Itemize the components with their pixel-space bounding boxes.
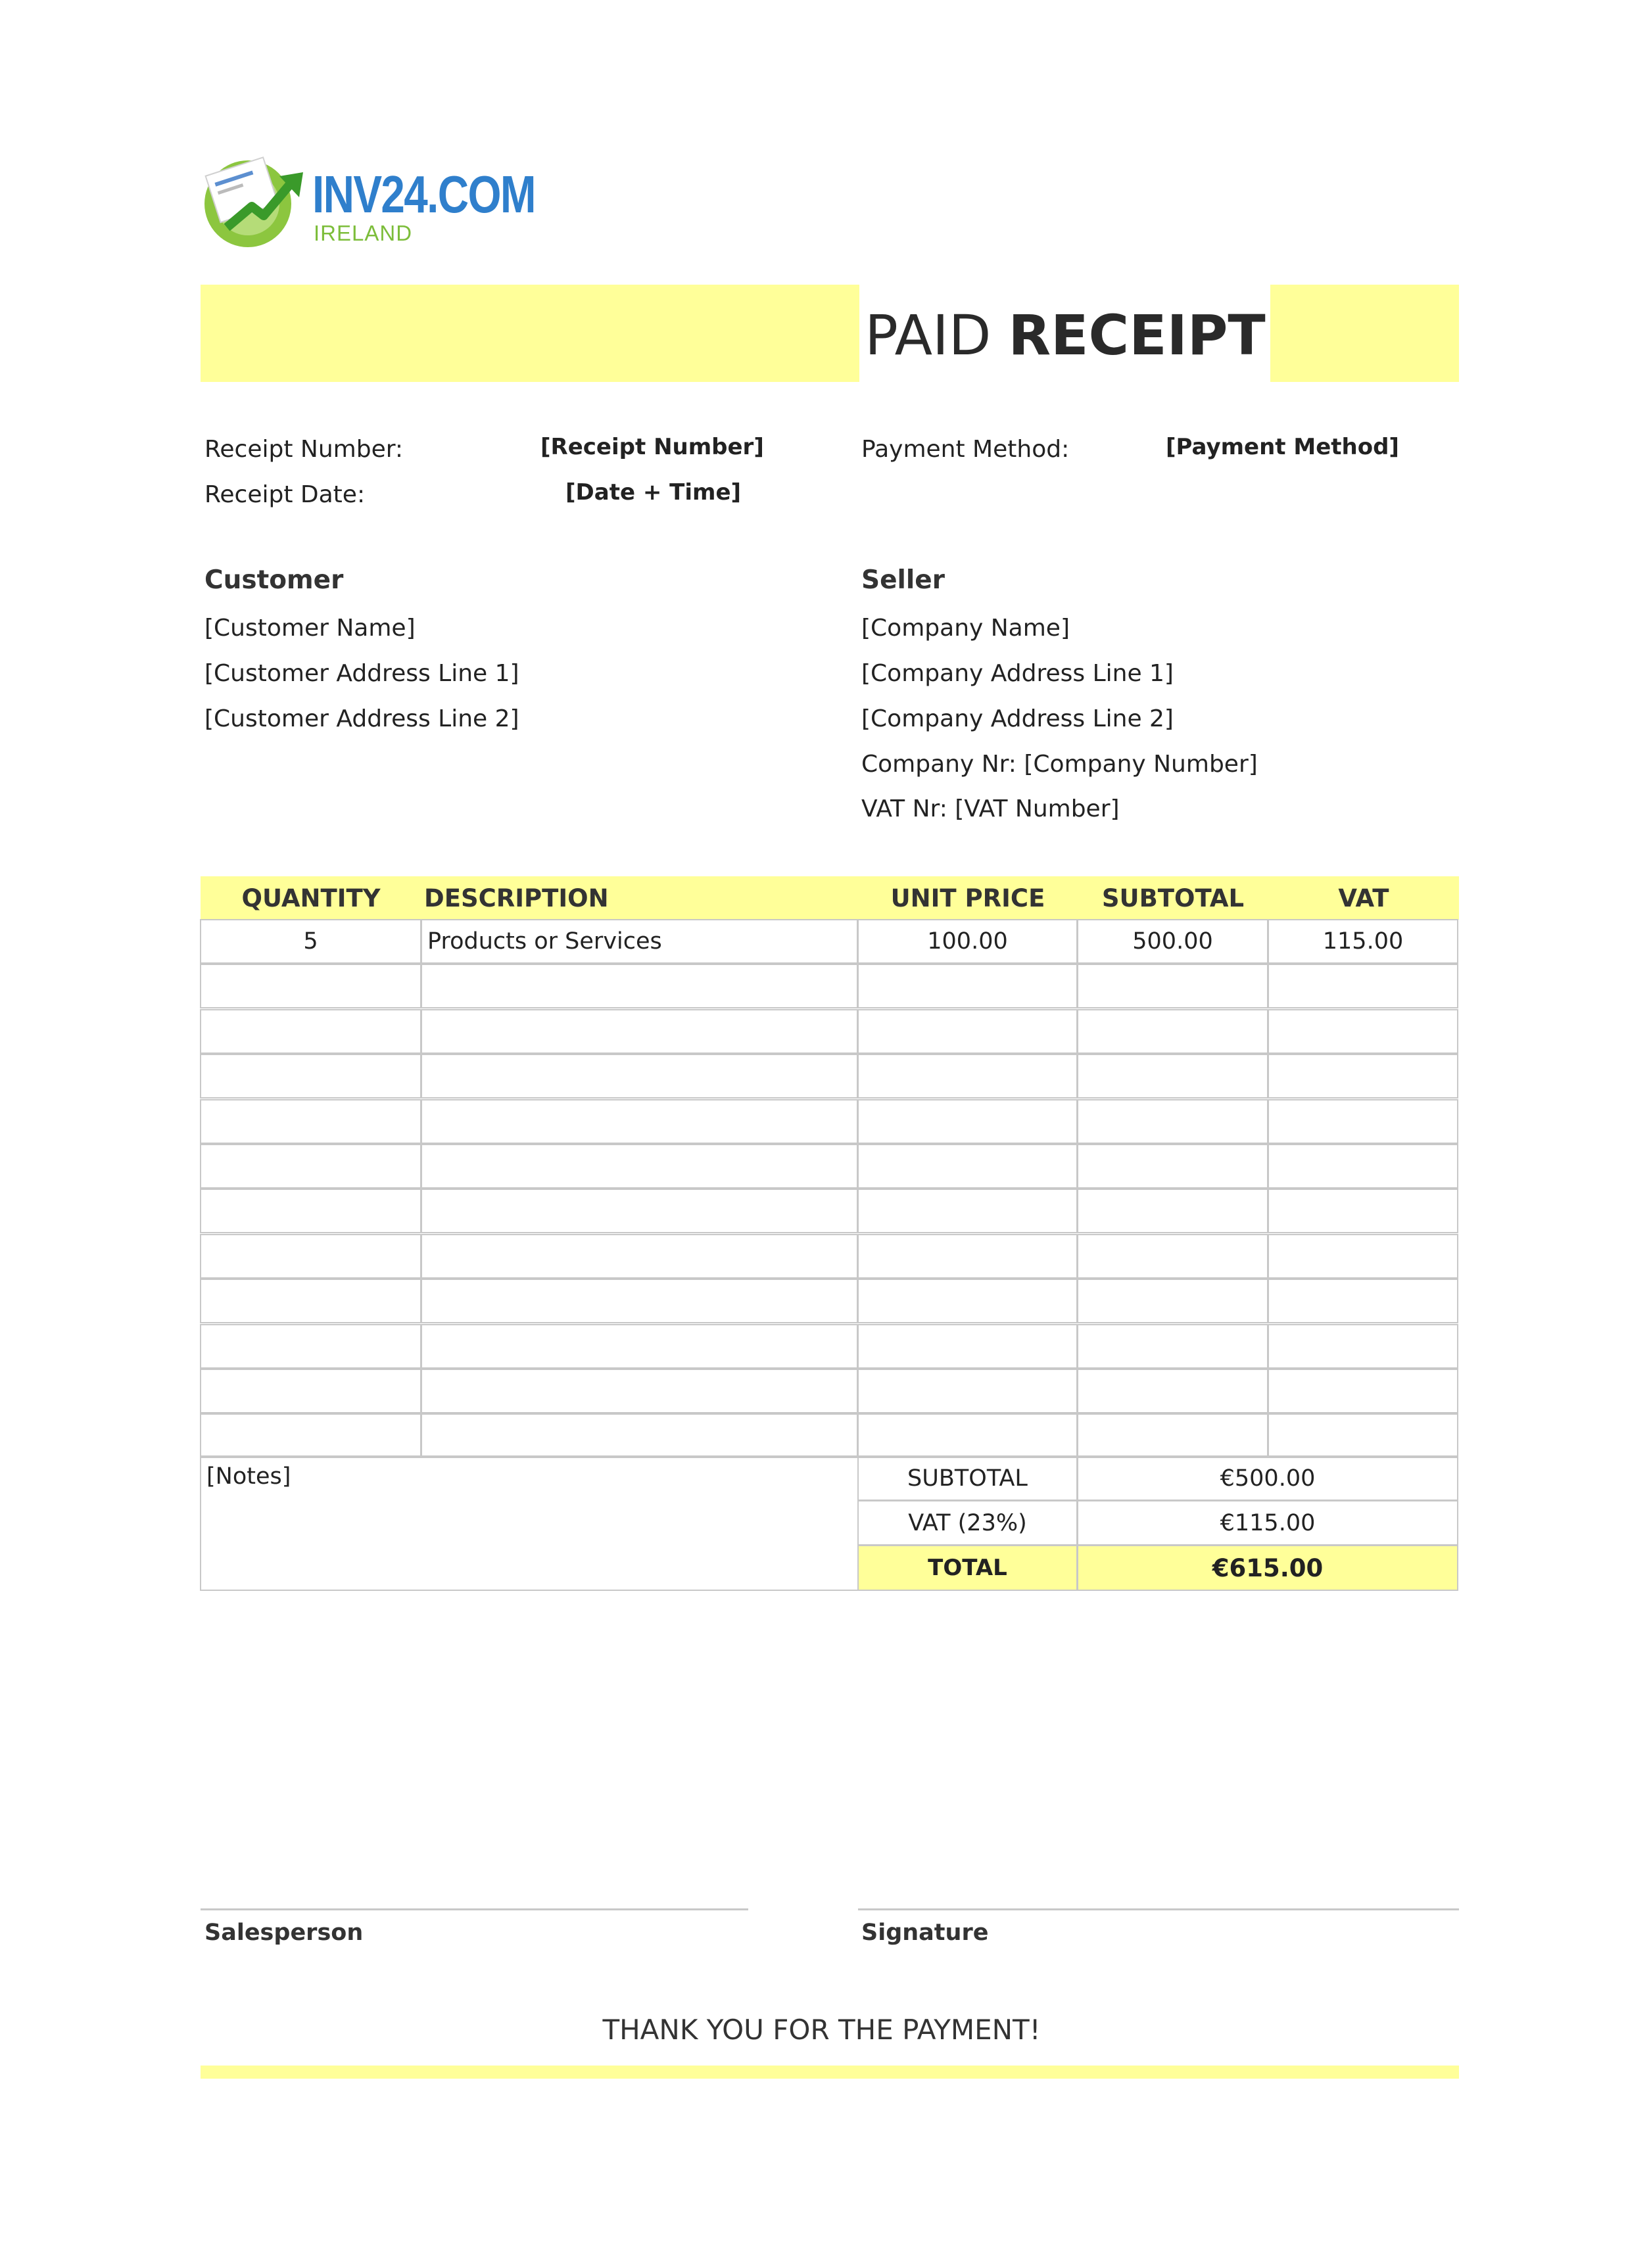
cell-unit-price	[857, 1189, 1078, 1233]
header-subtotal: SUBTOTAL	[1101, 884, 1245, 912]
thank-you-message: THANK YOU FOR THE PAYMENT!	[602, 2014, 1041, 2046]
totals-total-label: TOTAL	[857, 1545, 1078, 1591]
cell-quantity: 5	[200, 919, 421, 964]
cell-quantity	[200, 1279, 421, 1323]
salesperson-label: Salesperson	[204, 1920, 364, 1946]
table-row	[201, 1325, 1459, 1369]
cell-description: Products or Services	[421, 919, 858, 964]
totals-subtotal-label: SUBTOTAL	[857, 1455, 1078, 1501]
cell-subtotal	[1077, 1099, 1268, 1144]
cell-subtotal	[1077, 1369, 1268, 1413]
table-row	[201, 920, 1459, 964]
header-quantity: QUANTITY	[241, 884, 381, 912]
cell-quantity	[200, 1413, 421, 1458]
cell-description	[421, 1369, 858, 1413]
brand-name: INV24.COM	[312, 165, 535, 224]
cell-quantity	[200, 1054, 421, 1099]
cell-description	[421, 1054, 858, 1099]
cell-vat	[1268, 1189, 1458, 1233]
cell-vat	[1268, 1144, 1458, 1189]
cell-unit-price	[857, 964, 1078, 1008]
cell-description	[421, 964, 858, 1008]
receipt-number-label: Receipt Number:	[204, 436, 404, 463]
table-row	[201, 1279, 1459, 1324]
seller-address-line-2: [Company Address Line 2]	[861, 705, 1174, 732]
payment-method-label: Payment Method:	[861, 436, 1070, 463]
seller-company-name: [Company Name]	[861, 615, 1070, 642]
notes-cell	[200, 1455, 858, 1591]
cell-description	[421, 1009, 858, 1054]
cell-unit-price	[857, 1054, 1078, 1099]
cell-unit-price	[857, 1369, 1078, 1413]
cell-vat	[1268, 1009, 1458, 1054]
signature-line	[858, 1908, 1459, 1910]
cell-quantity	[200, 1369, 421, 1413]
cell-quantity	[200, 1099, 421, 1144]
cell-subtotal	[1077, 1413, 1268, 1458]
table-row	[201, 1189, 1459, 1234]
cell-subtotal	[1077, 1189, 1268, 1233]
totals-total-value: €615.00	[1077, 1545, 1458, 1591]
customer-heading: Customer	[204, 565, 344, 595]
cell-quantity	[200, 1189, 421, 1233]
table-row	[201, 1100, 1459, 1145]
cell-unit-price	[857, 1279, 1078, 1323]
cell-vat	[1268, 1413, 1458, 1458]
cell-description	[421, 1413, 858, 1458]
receipt-date-label: Receipt Date:	[204, 481, 366, 508]
cell-vat	[1268, 1279, 1458, 1323]
cell-vat	[1268, 1324, 1458, 1369]
seller-heading: Seller	[861, 565, 945, 595]
notes-text: [Notes]	[206, 1463, 291, 1490]
cell-subtotal	[1077, 1324, 1268, 1369]
cell-vat: 115.00	[1268, 919, 1458, 964]
totals-subtotal-value: €500.00	[1077, 1455, 1458, 1501]
customer-address-line-1: [Customer Address Line 1]	[204, 660, 519, 687]
cell-unit-price	[857, 1144, 1078, 1189]
logo-emblem-icon	[201, 150, 312, 255]
table-row	[201, 964, 1459, 1009]
cell-quantity	[200, 1324, 421, 1369]
header-band-right	[1270, 285, 1459, 382]
cell-subtotal	[1077, 1234, 1268, 1279]
signature-label: Signature	[861, 1920, 989, 1946]
salesperson-signature-line	[201, 1908, 748, 1910]
header-unit-price: UNIT PRICE	[890, 884, 1045, 912]
header-band-left	[201, 285, 859, 382]
cell-vat	[1268, 1234, 1458, 1279]
cell-subtotal	[1077, 1279, 1268, 1323]
seller-vat-number: VAT Nr: [VAT Number]	[861, 795, 1120, 822]
document-title	[861, 289, 1269, 381]
seller-address-line-1: [Company Address Line 1]	[861, 660, 1174, 687]
cell-subtotal	[1077, 1144, 1268, 1189]
cell-subtotal	[1077, 1009, 1268, 1054]
cell-vat	[1268, 1054, 1458, 1099]
table-row	[201, 1010, 1459, 1054]
receipt-number-value: [Receipt Number]	[540, 434, 764, 460]
cell-subtotal	[1077, 1054, 1268, 1099]
customer-name: [Customer Name]	[204, 615, 416, 642]
cell-subtotal	[1077, 964, 1268, 1008]
company-logo	[201, 150, 535, 255]
cell-vat	[1268, 1369, 1458, 1413]
cell-description	[421, 1144, 858, 1189]
cell-description	[421, 1234, 858, 1279]
brand-subtitle: IRELAND	[314, 221, 413, 245]
cell-vat	[1268, 964, 1458, 1008]
title-paid: PAID	[865, 303, 992, 367]
cell-description	[421, 1099, 858, 1144]
totals-vat-label: VAT (23%)	[857, 1500, 1078, 1546]
payment-method-value: [Payment Method]	[1166, 434, 1399, 460]
receipt-date-value: [Date + Time]	[565, 479, 742, 506]
cell-description	[421, 1279, 858, 1323]
seller-company-number: Company Nr: [Company Number]	[861, 751, 1258, 778]
cell-description	[421, 1324, 858, 1369]
header-description: DESCRIPTION	[424, 884, 609, 912]
cell-unit-price	[857, 1413, 1078, 1458]
table-header	[201, 876, 1459, 920]
table-row	[201, 1235, 1459, 1279]
cell-quantity	[200, 964, 421, 1008]
customer-address-line-2: [Customer Address Line 2]	[204, 705, 519, 732]
header-vat: VAT	[1338, 884, 1389, 912]
cell-unit-price: 100.00	[857, 919, 1078, 964]
cell-vat	[1268, 1099, 1458, 1144]
cell-quantity	[200, 1234, 421, 1279]
cell-subtotal: 500.00	[1077, 919, 1268, 964]
table-row	[201, 1145, 1459, 1189]
title-receipt: RECEIPT	[1008, 303, 1266, 367]
cell-unit-price	[857, 1009, 1078, 1054]
footer-band	[201, 2066, 1459, 2079]
totals-vat-value: €115.00	[1077, 1500, 1458, 1546]
cell-description	[421, 1189, 858, 1233]
table-row	[201, 1369, 1459, 1414]
table-row	[201, 1054, 1459, 1099]
cell-unit-price	[857, 1324, 1078, 1369]
table-row	[201, 1414, 1459, 1459]
cell-unit-price	[857, 1099, 1078, 1144]
cell-unit-price	[857, 1234, 1078, 1279]
cell-quantity	[200, 1144, 421, 1189]
cell-quantity	[200, 1009, 421, 1054]
